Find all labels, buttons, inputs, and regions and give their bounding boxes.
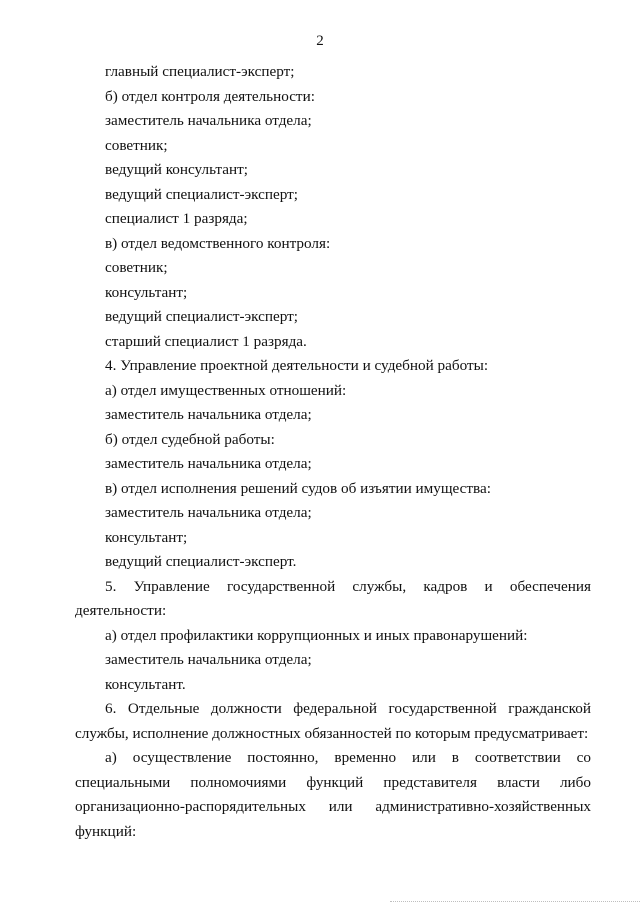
list-line: заместитель начальника отдела; [105, 504, 312, 521]
list-line: заместитель начальника отдела; [105, 455, 312, 472]
document-body [75, 60, 591, 844]
section-6a-paragraph [75, 746, 591, 844]
list-line: консультант. [105, 675, 186, 693]
list-line: заместитель начальника отдела; [105, 406, 312, 423]
section-6-first-line: 6. Отдельные должности федеральной государственной гражданской [105, 700, 591, 717]
list-line: консультант; [105, 528, 188, 546]
list-line: б) отдел судебной работы: [105, 430, 275, 448]
list-line: ведущий специалист-эксперт; [105, 308, 298, 325]
list-line: консультант; [105, 283, 188, 301]
list-line: старший специалист 1 разряда. [105, 332, 307, 350]
section-6-paragraph [75, 697, 591, 746]
section-5-paragraph [75, 575, 591, 624]
section-6a-line-4: функций: [75, 822, 137, 840]
list-line: в) отдел ведомственного контроля: [105, 234, 331, 252]
list-line: заместитель начальника отдела; [105, 112, 312, 129]
section-5-first-line: 5. Управление государственной службы, кадров и обеспечения [105, 577, 591, 595]
section-6a-line-3: организационно-распорядительных или административно-хозяйственных [75, 798, 591, 815]
list-line: ведущий специалист-эксперт. [105, 553, 297, 570]
list-line: специалист 1 разряда; [105, 210, 248, 227]
list-line: а) отдел имущественных отношений: [105, 381, 347, 399]
list-line: б) отдел контроля деятельности: [105, 87, 315, 105]
list-line: главный специалист-эксперт; [105, 63, 295, 80]
section-6a-line-2: специальными полномочиями функций представителя власти либо [75, 773, 591, 791]
list-line: советник; [105, 259, 168, 276]
list-line: а) отдел профилактики коррупционных и иных правонарушений: [105, 626, 528, 644]
page-number: 2 [316, 33, 324, 49]
section-6a-first-line: а) осуществление постоянно, временно или в соответствии со [105, 749, 591, 766]
list-line: ведущий консультант; [105, 161, 248, 178]
list-line: в) отдел исполнения решений судов об изъятии имущества: [105, 479, 491, 497]
list-line: ведущий специалист-эксперт; [105, 185, 298, 203]
section-5-continuation: деятельности: [75, 602, 167, 619]
section-heading: 4. Управление проектной деятельности и судебной работы: [105, 357, 489, 374]
list-line: советник; [105, 136, 168, 154]
scan-edge-divider [390, 901, 640, 905]
list-line: заместитель начальника отдела; [105, 651, 312, 668]
section-6-continuation: службы, исполнение должностных обязанностей по которым предусматривает: [75, 724, 589, 742]
